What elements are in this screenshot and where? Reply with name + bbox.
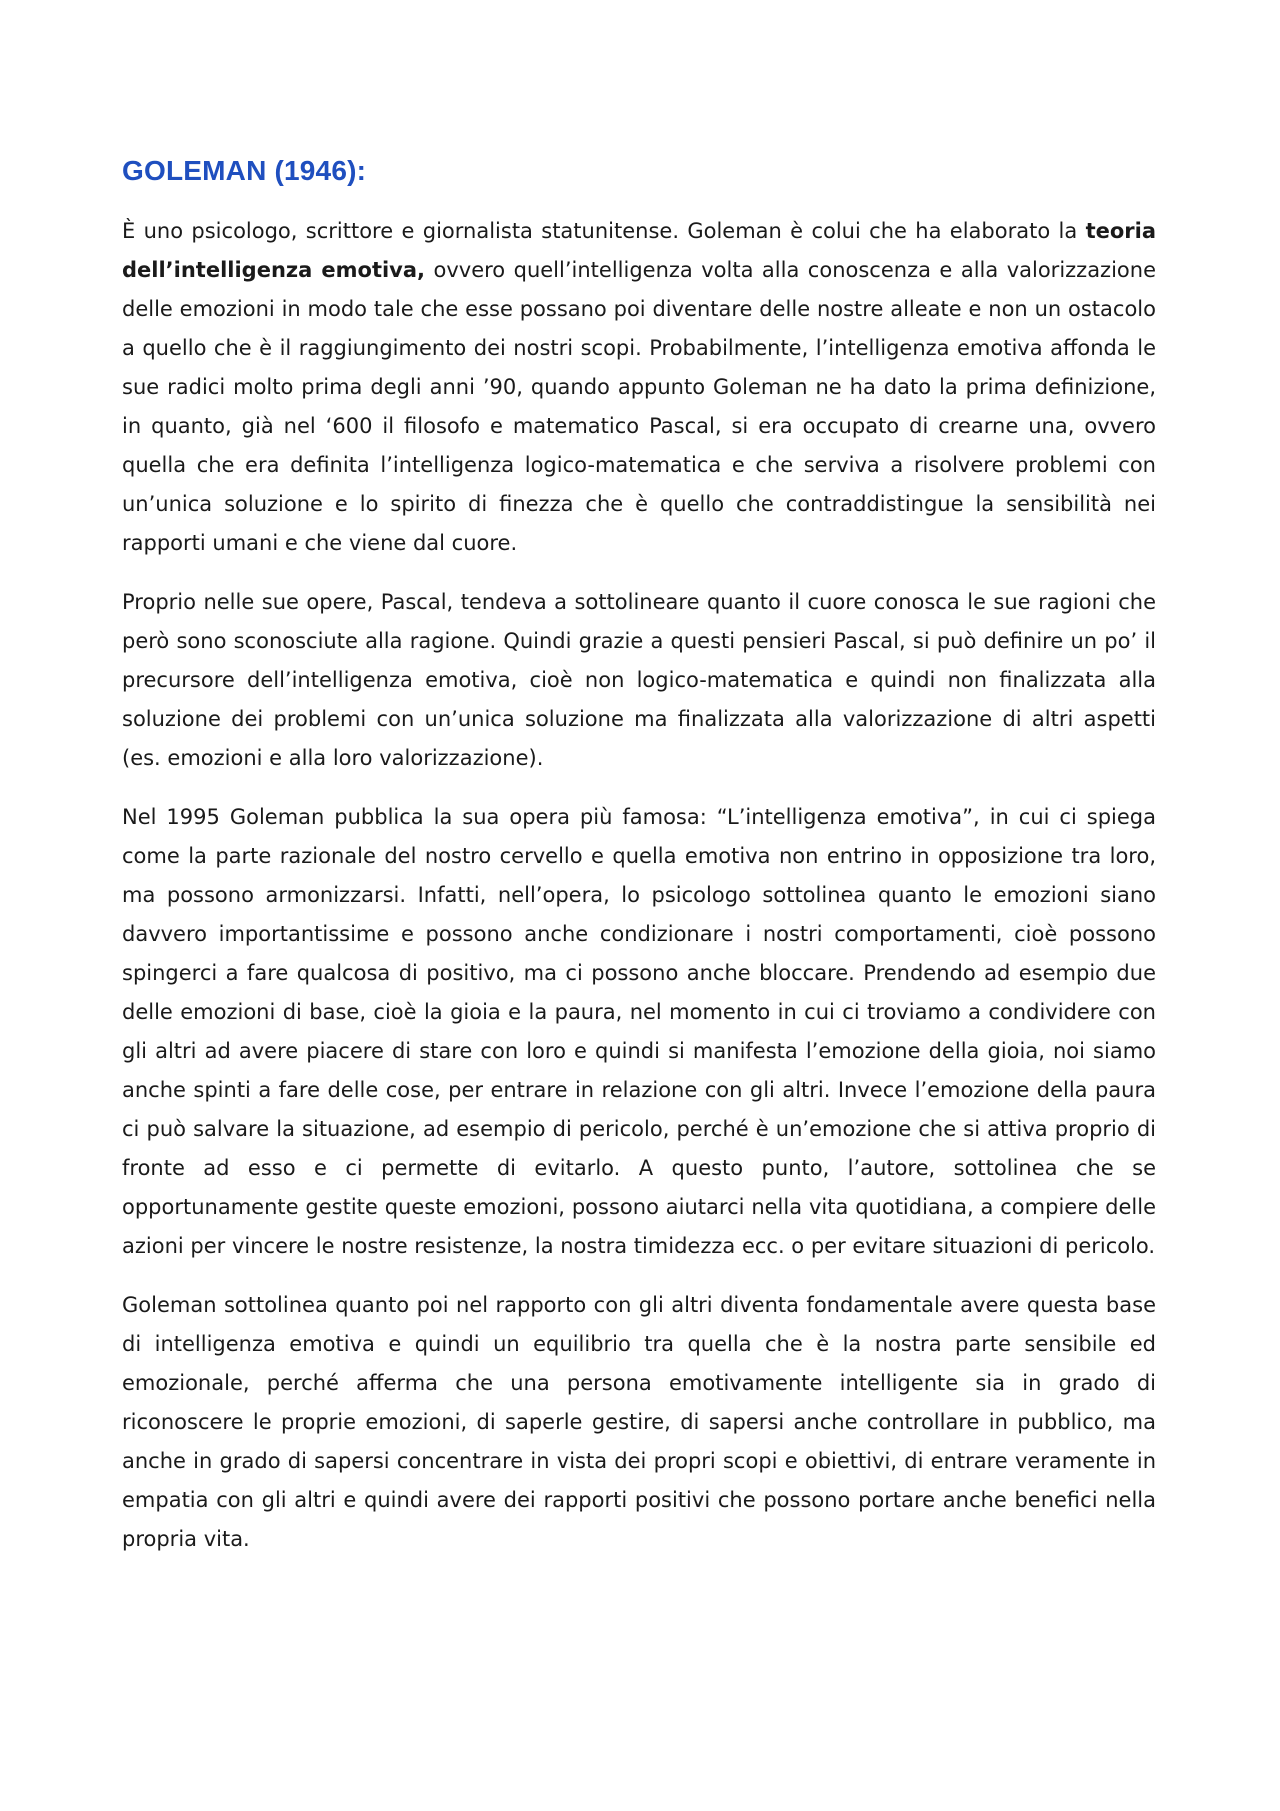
paragraph-1 [122, 212, 1156, 563]
paragraph-2: Proprio nelle sue opere, Pascal, tendeva a sottolineare quanto il cuore conosca le sue ragioni che però sono sconosciute alla ragione. Quindi grazie a questi pensieri Pascal, si può definire un po’ il precursore dell’intelligenza emotiva, cioè non logico-matematica e quindi non finalizzata alla soluzione dei problemi con un’unica soluzione ma finalizzata alla valorizzazione di altri aspetti (es. emozioni e alla loro valorizzazione). [122, 590, 1156, 770]
paragraph-1-rest: ovvero quell’intelligenza volta alla conoscenza e alla valorizzazione delle emozioni in modo tale che esse possano poi diventare delle nostre alleate e non un ostacolo a quello che è il raggiungimento dei nostri scopi. Probabilmente, l’intelligenza emotiva affonda le sue radici molto prima degli anni ’90, quando appunto Goleman ne ha dato la prima definizione, in quanto, già nel ‘600 il filosofo e matematico Pascal, si era occupato di crearne una, ovvero quella che era definita l’intelligenza logico-matematica e che serviva a risolvere problemi con un’unica soluzione e lo spirito di finezza che è quello che contraddistingue la sensibilità nei rapporti umani e che viene dal cuore. [122, 258, 1156, 555]
document-body [122, 154, 1156, 1579]
document-title: GOLEMAN (1946): [122, 155, 367, 186]
paragraph-4: Goleman sottolinea quanto poi nel rapporto con gli altri diventa fondamentale avere questa base di intelligenza emotiva e quindi un equilibrio tra quella che è la nostra parte sensibile ed emozionale, perché afferma che una persona emotivamente intelligente sia in grado di riconoscere le proprie emozioni, di saperle gestire, di sapersi anche controllare in pubblico, ma anche in grado di sapersi concentrare in vista dei propri scopi e obiettivi, di entrare veramente in empatia con gli altri e quindi avere dei rapporti positivi che possono portare anche benefici nella propria vita. [122, 1293, 1156, 1551]
paragraph-3: Nel 1995 Goleman pubblica la sua opera più famosa: “L’intelligenza emotiva”, in cui ci spiega come la parte razionale del nostro cervello e quella emotiva non entrino in opposizione tra loro, ma possono armonizzarsi. Infatti, nell’opera, lo psicologo sottolinea quanto le emozioni siano davvero importantissime e possono anche condizionare i nostri comportamenti, cioè possono spingerci a fare qualcosa di positivo, ma ci possono anche bloccare. Prendendo ad esempio due delle emozioni di base, cioè la gioia e la paura, nel momento in cui ci troviamo a condividere con gli altri ad avere piacere di stare con loro e quindi si manifesta l’emozione della gioia, noi siamo anche spinti a fare delle cose, per entrare in relazione con gli altri. Invece l’emozione della paura ci può salvare la situazione, ad esempio di pericolo, perché è un’emozione che si attiva proprio di fronte ad esso e ci permette di evitarlo. A questo punto, l’autore, sottolinea che se opportunamente gestite queste emozioni, possono aiutarci nella vita quotidiana, a compiere delle azioni per vincere le nostre resistenze, la nostra timidezza ecc. o per evitare situazioni di pericolo. [122, 805, 1156, 1258]
paragraph-1-bold-term: teoria dell’intelligenza emotiva, [122, 219, 1156, 282]
paragraph-1-intro: È uno psicologo, scrittore e giornalista statunitense. Goleman è colui che ha elaborato la [122, 219, 1086, 243]
